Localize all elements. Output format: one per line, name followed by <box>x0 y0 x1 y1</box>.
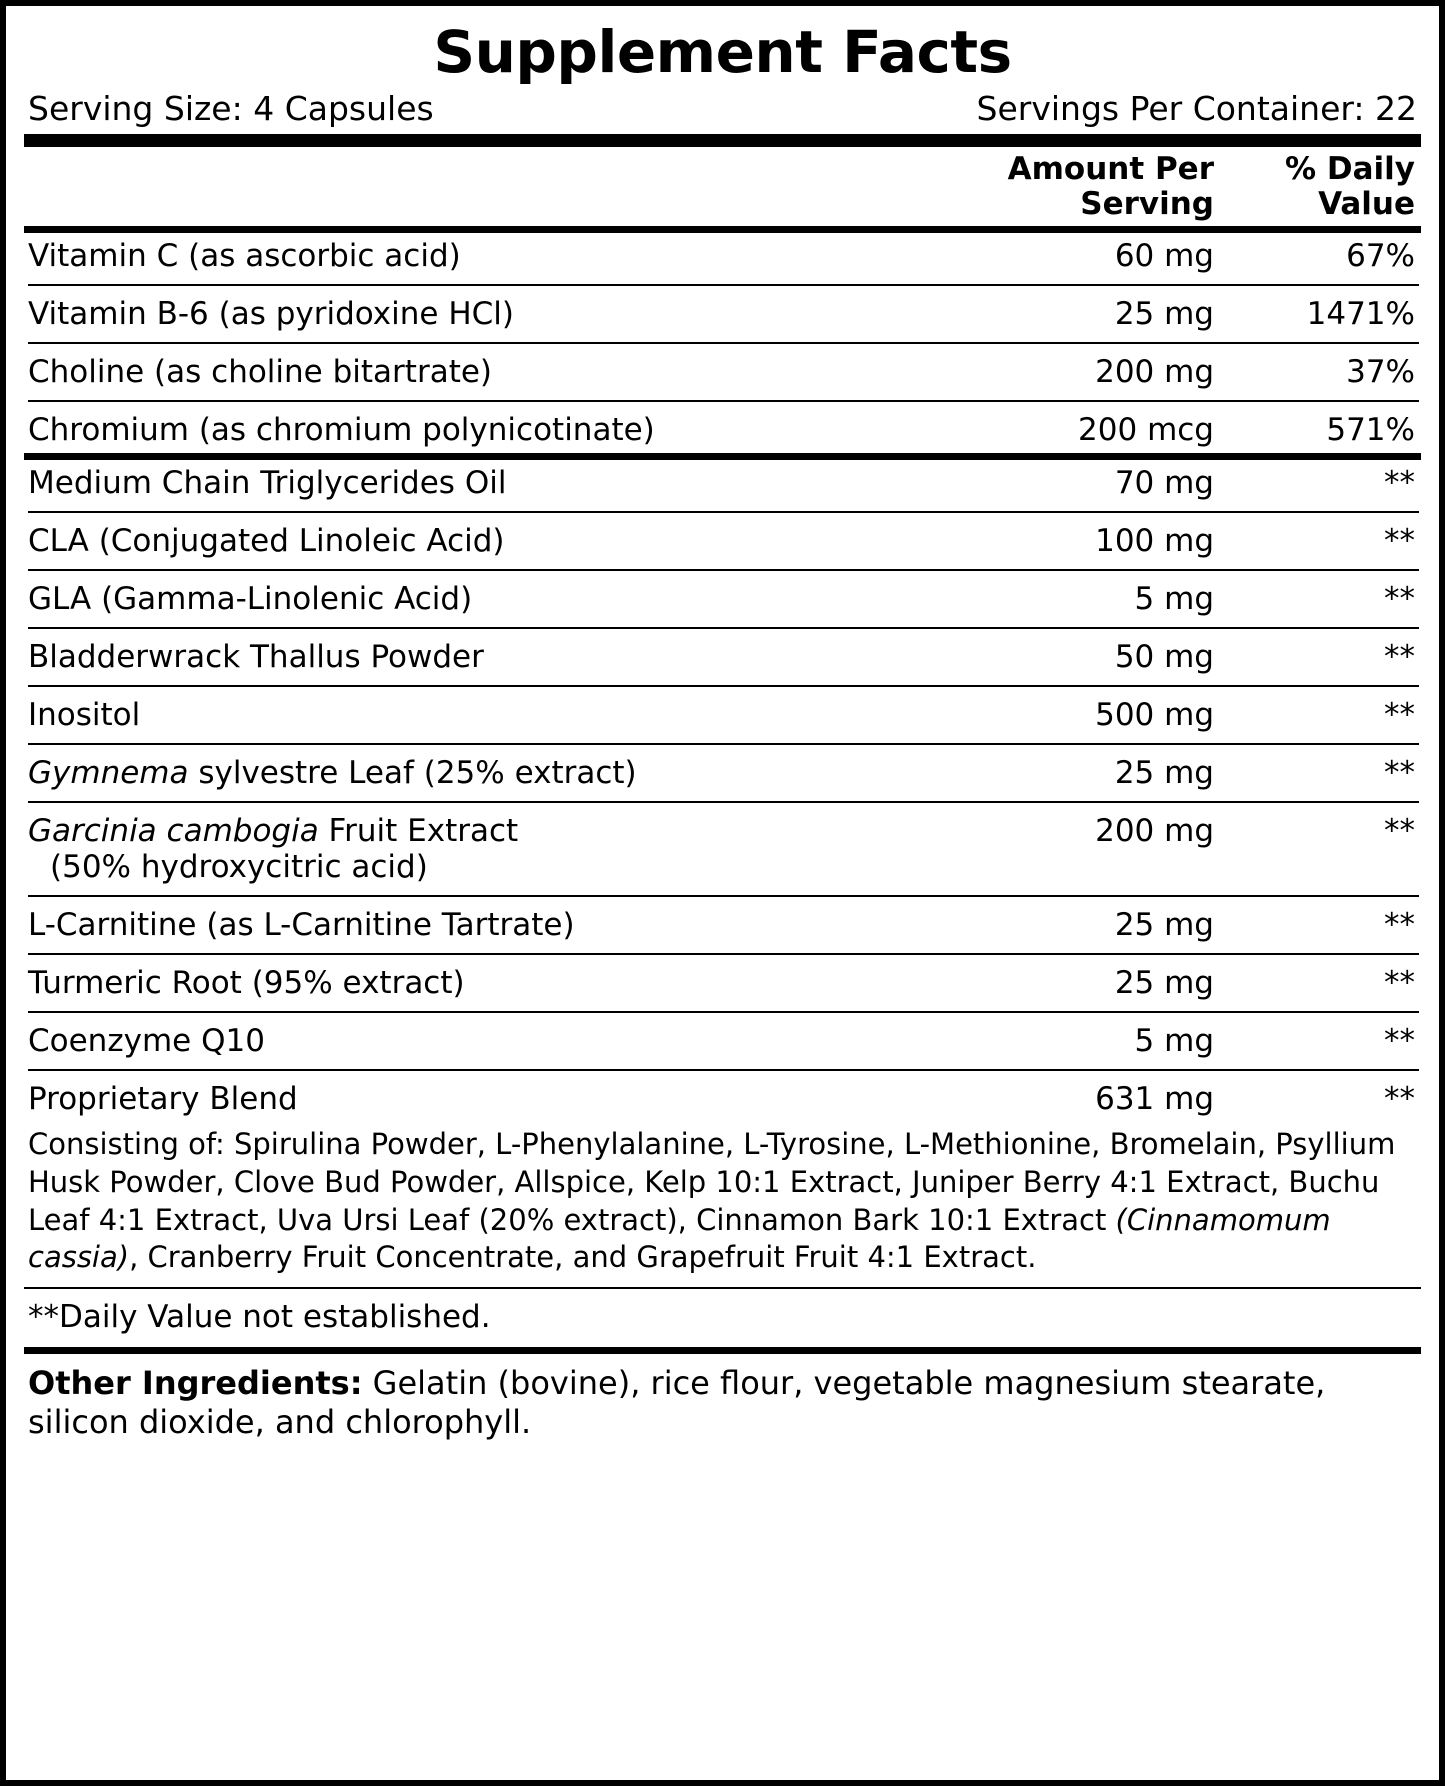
table-row <box>24 692 1421 738</box>
nutrient-name: Chromium (as chromium polynicotinate) <box>28 412 655 449</box>
nutrient-amount: 200 mg <box>1095 354 1214 391</box>
header-daily-value <box>1226 147 1421 226</box>
nutrient-dv: ** <box>1384 965 1415 1002</box>
nutrient-amount: 25 mg <box>1114 965 1214 1002</box>
nutrient-dv: ** <box>1384 907 1415 944</box>
nutrient-amount: 100 mg <box>1095 523 1214 560</box>
row-divider <box>24 738 1421 750</box>
nutrient-amount: 5 mg <box>1134 1023 1214 1060</box>
nutrient-dv: ** <box>1384 813 1415 850</box>
nutrient-amount: 25 mg <box>1114 296 1214 333</box>
row-divider <box>24 890 1421 902</box>
nutrient-dv: ** <box>1384 523 1415 560</box>
nutrient-table-vitamins <box>24 233 1421 453</box>
header-blank <box>24 147 960 226</box>
nutrient-name: GLA (Gamma-Linolenic Acid) <box>28 581 473 618</box>
divider-med-other <box>24 1347 1421 1354</box>
table-row <box>24 1018 1421 1064</box>
servings-per-container-label: Servings Per Container: <box>976 88 1365 128</box>
blend-text-italic: (Cinnamomum cassia) <box>28 1202 1331 1275</box>
nutrient-dv: ** <box>1384 755 1415 792</box>
nutrient-amount: 25 mg <box>1114 755 1214 792</box>
nutrient-table-others <box>24 460 1421 1122</box>
divider-thick-top <box>24 134 1421 147</box>
nutrient-dv: ** <box>1384 1023 1415 1060</box>
daily-value-note: **Daily Value not established. <box>28 1299 491 1336</box>
nutrient-amount: 50 mg <box>1114 639 1214 676</box>
header-dv-line2: Value <box>1318 185 1415 222</box>
table-row <box>24 233 1421 279</box>
table-row <box>24 808 1421 890</box>
blend-text-pre: Consisting of: Spirulina Powder, L-Phenylalanine, L-Tyrosine, L-Methionine, Bromelain, Psyllium Husk Powder, Clove Bud Powder, Allspice, Kelp 10:1 Extract, Juniper Berry 4:1 Extract, Buchu Leaf 4:1 Extract, Uva Ursi Leaf (20% extract), Cinnamon Bark 10:1 Extract <box>28 1127 1396 1237</box>
table-row <box>24 902 1421 948</box>
nutrient-amount: 25 mg <box>1114 907 1214 944</box>
nutrient-amount: 70 mg <box>1114 465 1214 502</box>
table-row <box>24 407 1421 453</box>
table-row <box>24 349 1421 395</box>
nutrient-dv: ** <box>1384 581 1415 618</box>
table-row <box>24 634 1421 680</box>
serving-size-value: 4 Capsules <box>253 88 434 128</box>
nutrient-name: Turmeric Root (95% extract) <box>28 965 465 1002</box>
other-ingredients-label: Other Ingredients: <box>28 1364 363 1403</box>
table-row <box>24 576 1421 622</box>
nutrient-name-italic: Garcinia cambogia <box>28 813 319 850</box>
nutrient-dv: ** <box>1384 639 1415 676</box>
facts-table <box>24 147 1421 226</box>
nutrient-dv: 37% <box>1346 354 1415 391</box>
other-ingredients <box>24 1354 1421 1446</box>
nutrient-name: Choline (as choline bitartrate) <box>28 354 493 391</box>
row-divider <box>24 564 1421 576</box>
table-row <box>24 518 1421 564</box>
header-dv-line1: % Daily <box>1285 150 1415 187</box>
header-amount-line2: Serving <box>1080 185 1214 222</box>
table-row-proprietary-blend <box>24 1076 1421 1122</box>
nutrient-name: CLA (Conjugated Linoleic Acid) <box>28 523 505 560</box>
nutrient-name: Medium Chain Triglycerides Oil <box>28 465 507 502</box>
row-divider <box>24 395 1421 407</box>
nutrient-amount: 631 mg <box>1095 1081 1214 1118</box>
row-divider <box>24 337 1421 349</box>
nutrient-dv: ** <box>1384 1081 1415 1118</box>
page-title: Supplement Facts <box>433 18 1012 86</box>
nutrient-dv: 1471% <box>1306 296 1415 333</box>
nutrient-name: Coenzyme Q10 <box>28 1023 265 1060</box>
row-divider <box>24 680 1421 692</box>
table-row <box>24 291 1421 337</box>
table-header-row <box>24 147 1421 226</box>
table-row <box>24 960 1421 1006</box>
nutrient-dv: 571% <box>1326 412 1415 449</box>
nutrient-name-rest: sylvestre Leaf (25% extract) <box>188 755 637 792</box>
nutrient-name-italic: Gymnema <box>28 755 189 792</box>
nutrient-name: Bladderwrack Thallus Powder <box>28 639 484 676</box>
nutrient-name: Vitamin B-6 (as pyridoxine HCl) <box>28 296 514 333</box>
header-amount-line1: Amount Per <box>1007 150 1214 187</box>
nutrient-name <box>24 808 960 890</box>
nutrient-name <box>24 750 960 796</box>
nutrient-amount: 200 mcg <box>1078 412 1214 449</box>
serving-size-label: Serving Size: <box>28 88 243 128</box>
nutrient-name: Inositol <box>28 697 141 734</box>
row-divider <box>24 1006 1421 1018</box>
nutrient-dv: 67% <box>1346 238 1415 275</box>
row-divider <box>24 506 1421 518</box>
nutrient-name-rest: Fruit Extract <box>318 813 519 850</box>
nutrient-dv: ** <box>1384 465 1415 502</box>
row-divider <box>24 279 1421 291</box>
row-divider <box>24 948 1421 960</box>
servings-per-container-value: 22 <box>1375 88 1417 128</box>
nutrient-amount: 5 mg <box>1134 581 1214 618</box>
nutrient-amount: 500 mg <box>1095 697 1214 734</box>
serving-info-row <box>24 87 1421 132</box>
divider-med-middle <box>24 453 1421 460</box>
nutrient-name: Proprietary Blend <box>28 1081 298 1118</box>
table-row <box>24 460 1421 506</box>
proprietary-blend-description <box>24 1122 1421 1287</box>
nutrient-name-line2: (50% hydroxycitric acid) <box>50 849 428 886</box>
nutrient-name: L-Carnitine (as L-Carnitine Tartrate) <box>28 907 575 944</box>
divider-med-header <box>24 226 1421 233</box>
row-divider <box>24 796 1421 808</box>
nutrient-dv: ** <box>1384 697 1415 734</box>
blend-text-post: , Cranberry Fruit Concentrate, and Grapefruit Fruit 4:1 Extract. <box>129 1240 1037 1275</box>
nutrient-amount: 200 mg <box>1095 813 1214 850</box>
table-row <box>24 750 1421 796</box>
nutrient-name: Vitamin C (as ascorbic acid) <box>28 238 461 275</box>
other-ingredients-value: Gelatin (bovine), rice flour, vegetable magnesium stearate, silicon dioxide, and chlorophyll. <box>28 1364 1326 1442</box>
header-amount-per-serving <box>960 147 1226 226</box>
row-divider <box>24 622 1421 634</box>
nutrient-amount: 60 mg <box>1114 238 1214 275</box>
serving-size <box>28 89 434 128</box>
row-divider <box>24 1064 1421 1076</box>
servings-per-container <box>977 89 1417 128</box>
